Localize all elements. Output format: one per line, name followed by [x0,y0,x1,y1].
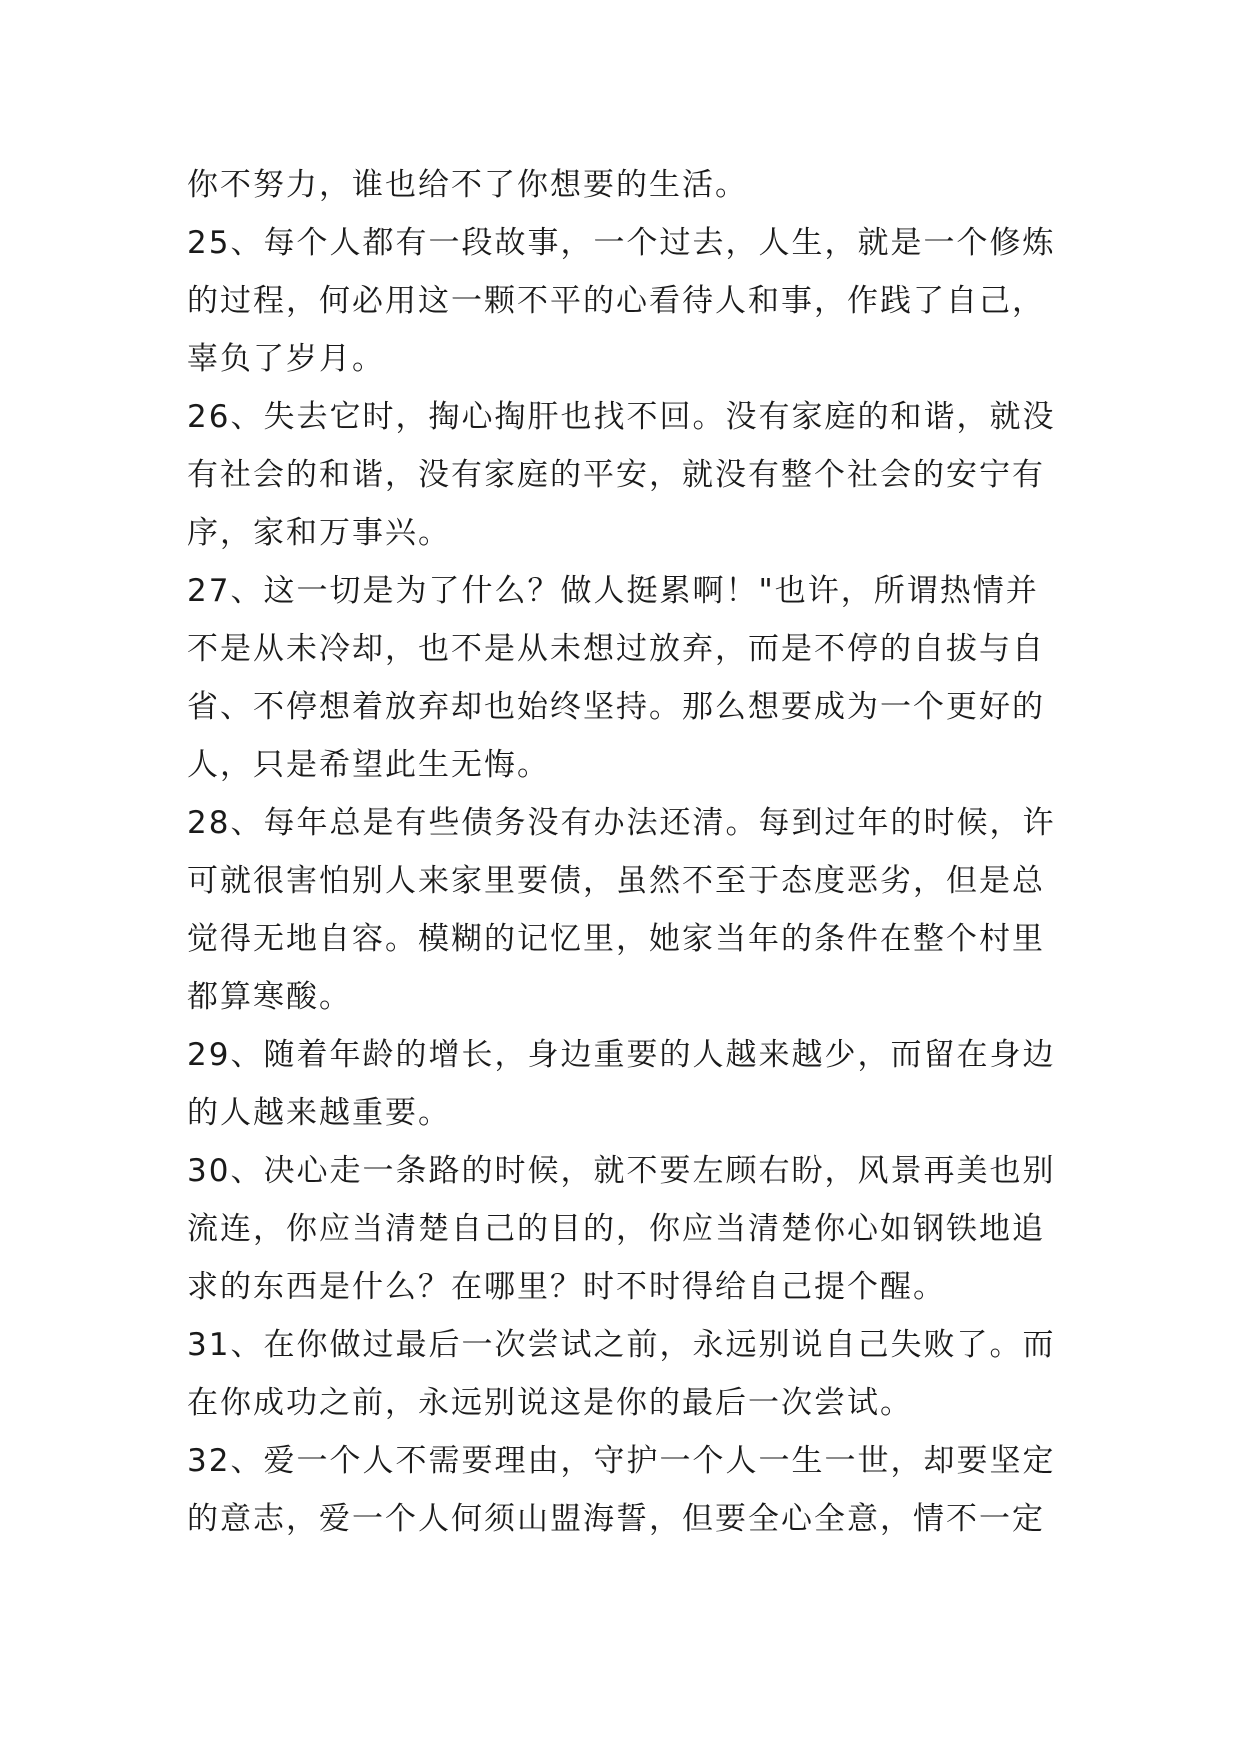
text-line: 在你成功之前，永远别说这是你的最后一次尝试。 [187,1385,913,1421]
text-line: 31、在你做过最后一次尝试之前，永远别说自己失败了。而 [187,1327,1056,1363]
text-line: 你不努力，谁也给不了你想要的生活。 [187,167,748,203]
text-line: 的人越来越重要。 [187,1095,451,1131]
text-line: 序，家和万事兴。 [187,515,451,551]
text-line: 27、这一切是为了什么？做人挺累啊！"也许，所谓热情并 [187,573,1039,609]
text-line: 都算寒酸。 [187,979,352,1015]
text-line: 有社会的和谐，没有家庭的平安，就没有整个社会的安宁有 [187,457,1045,493]
text-line: 人，只是希望此生无悔。 [187,747,550,783]
text-line: 30、决心走一条路的时候，就不要左顾右盼，风景再美也别 [187,1153,1056,1189]
text-line: 26、失去它时，掏心掏肝也找不回。没有家庭的和谐，就没 [187,399,1056,435]
text-line: 32、爱一个人不需要理由，守护一个人一生一世，却要坚定 [187,1443,1056,1479]
text-line: 辜负了岁月。 [187,341,385,377]
text-line: 省、不停想着放弃却也始终坚持。那么想要成为一个更好的 [187,689,1045,725]
text-line: 的过程，何必用这一颗不平的心看待人和事，作践了自己， [187,283,1045,319]
text-line: 流连，你应当清楚自己的目的，你应当清楚你心如钢铁地追 [187,1211,1045,1247]
text-line: 觉得无地自容。模糊的记忆里，她家当年的条件在整个村里 [187,921,1045,957]
text-line: 不是从未冷却，也不是从未想过放弃，而是不停的自拔与自 [187,631,1045,667]
text-line: 25、每个人都有一段故事，一个过去，人生，就是一个修炼 [187,225,1056,261]
text-line: 可就很害怕别人来家里要债，虽然不至于态度恶劣，但是总 [187,863,1045,899]
body-text [187,156,1067,1548]
text-line: 求的东西是什么？在哪里？时不时得给自己提个醒。 [187,1269,946,1305]
text-line: 28、每年总是有些债务没有办法还清。每到过年的时候，许 [187,805,1056,841]
text-line: 的意志，爱一个人何须山盟海誓，但要全心全意，情不一定 [187,1501,1045,1537]
text-line: 29、随着年龄的增长，身边重要的人越来越少，而留在身边 [187,1037,1056,1073]
